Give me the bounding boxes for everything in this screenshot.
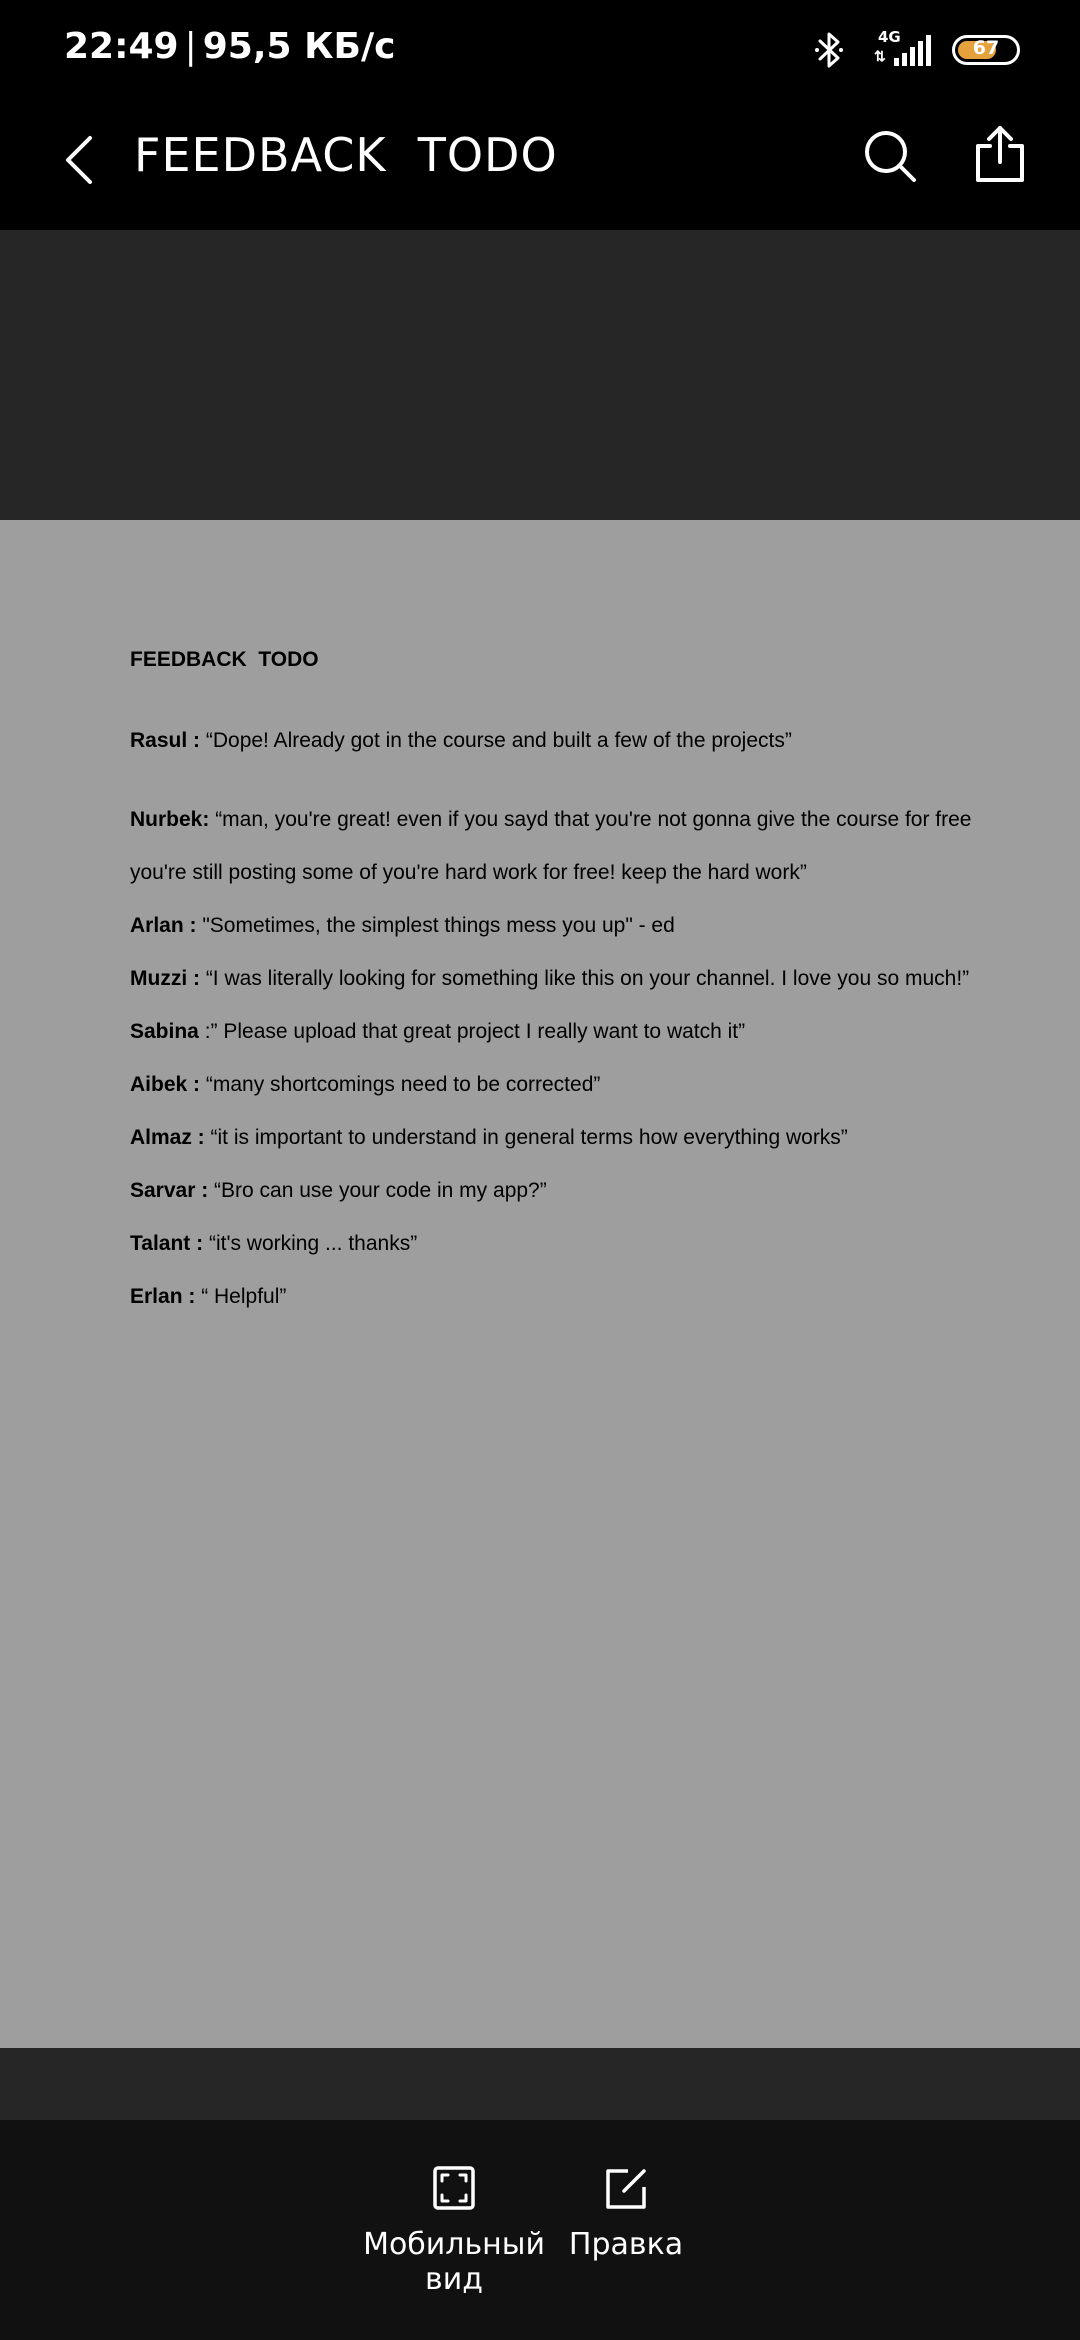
feedback-line xyxy=(130,1020,745,1044)
back-button[interactable] xyxy=(56,130,104,190)
document-title: FEEDBACK TODO xyxy=(130,648,319,671)
feedback-text: “it is important to understand in general terms how everything works” xyxy=(204,1126,848,1149)
feedback-text: “it's working ... thanks” xyxy=(203,1232,418,1255)
feedback-text: "Sometimes, the simplest things mess you up" - ed xyxy=(196,914,675,937)
feedback-line xyxy=(130,1232,417,1256)
mobile-view-button[interactable] xyxy=(363,2165,545,2297)
viewer-background xyxy=(0,230,1080,520)
feedback-author: Sarvar : xyxy=(130,1179,209,1202)
feedback-author: Sabina xyxy=(130,1020,199,1043)
mobile-view-label: Мобильный вид xyxy=(363,2227,545,2297)
status-bar xyxy=(0,0,1080,100)
feedback-author: Erlan : xyxy=(130,1285,196,1308)
feedback-text: :” Please upload that great project I really want to watch it” xyxy=(198,1020,746,1043)
network-type: 4G xyxy=(878,28,901,46)
bluetooth-icon xyxy=(814,31,844,69)
feedback-text: “Bro can use your code in my app?” xyxy=(208,1179,547,1202)
feedback-text: “Dope! Already got in the course and built a few of the projects” xyxy=(200,729,792,752)
feedback-line xyxy=(130,808,971,832)
feedback-line xyxy=(130,914,675,938)
feedback-text: “I was literally looking for something like this on your channel. I love you so much!” xyxy=(199,967,970,990)
feedback-author: Almaz : xyxy=(130,1126,205,1149)
battery-level: 67 xyxy=(972,37,1000,59)
feedback-author: Muzzi : xyxy=(130,967,200,990)
feedback-line xyxy=(130,1285,286,1309)
expand-icon xyxy=(432,2165,476,2211)
edit-icon xyxy=(604,2165,648,2211)
feedback-author: Arlan : xyxy=(130,914,197,937)
feedback-text: “many shortcomings need to be corrected” xyxy=(200,1073,601,1096)
feedback-line xyxy=(130,729,792,753)
status-time-group xyxy=(64,26,395,67)
feedback-text: “ Helpful” xyxy=(195,1285,287,1308)
chevron-left-icon xyxy=(68,138,90,182)
network-arrows-icon: ⇅ xyxy=(874,48,886,64)
feedback-line xyxy=(130,1073,600,1097)
feedback-line xyxy=(130,967,969,991)
signal-bars-icon xyxy=(892,34,934,66)
search-button[interactable] xyxy=(862,126,918,186)
feedback-author: Aibek : xyxy=(130,1073,201,1096)
viewer-background-bottom xyxy=(0,2048,1080,2120)
feedback-line xyxy=(130,861,807,885)
feedback-author: Rasul : xyxy=(130,729,201,752)
network-speed: 95,5 КБ/с xyxy=(202,26,396,67)
share-icon xyxy=(978,128,1022,180)
status-separator: | xyxy=(184,26,197,67)
feedback-line xyxy=(130,1126,848,1150)
feedback-text: “man, you're great! even if you sayd that you're not gonna give the course for free xyxy=(209,808,972,831)
document-page[interactable] xyxy=(0,520,1080,2048)
feedback-author: Nurbek: xyxy=(130,808,210,831)
feedback-author: Talant : xyxy=(130,1232,204,1255)
search-icon xyxy=(867,133,914,180)
status-icons xyxy=(814,30,1020,70)
edit-button[interactable] xyxy=(570,2165,682,2262)
feedback-line xyxy=(130,1179,547,1203)
share-button[interactable] xyxy=(974,124,1026,184)
battery-icon xyxy=(952,35,1020,65)
status-time: 22:49 xyxy=(64,26,179,67)
page-title: FEEDBACK TODO xyxy=(134,128,558,182)
signal-icon xyxy=(874,30,934,70)
feedback-text: you're still posting some of you're hard work for free! keep the hard work” xyxy=(130,861,807,884)
edit-label: Правка xyxy=(568,2227,684,2262)
app-bar xyxy=(0,100,1080,230)
bottom-toolbar xyxy=(0,2120,1080,2340)
